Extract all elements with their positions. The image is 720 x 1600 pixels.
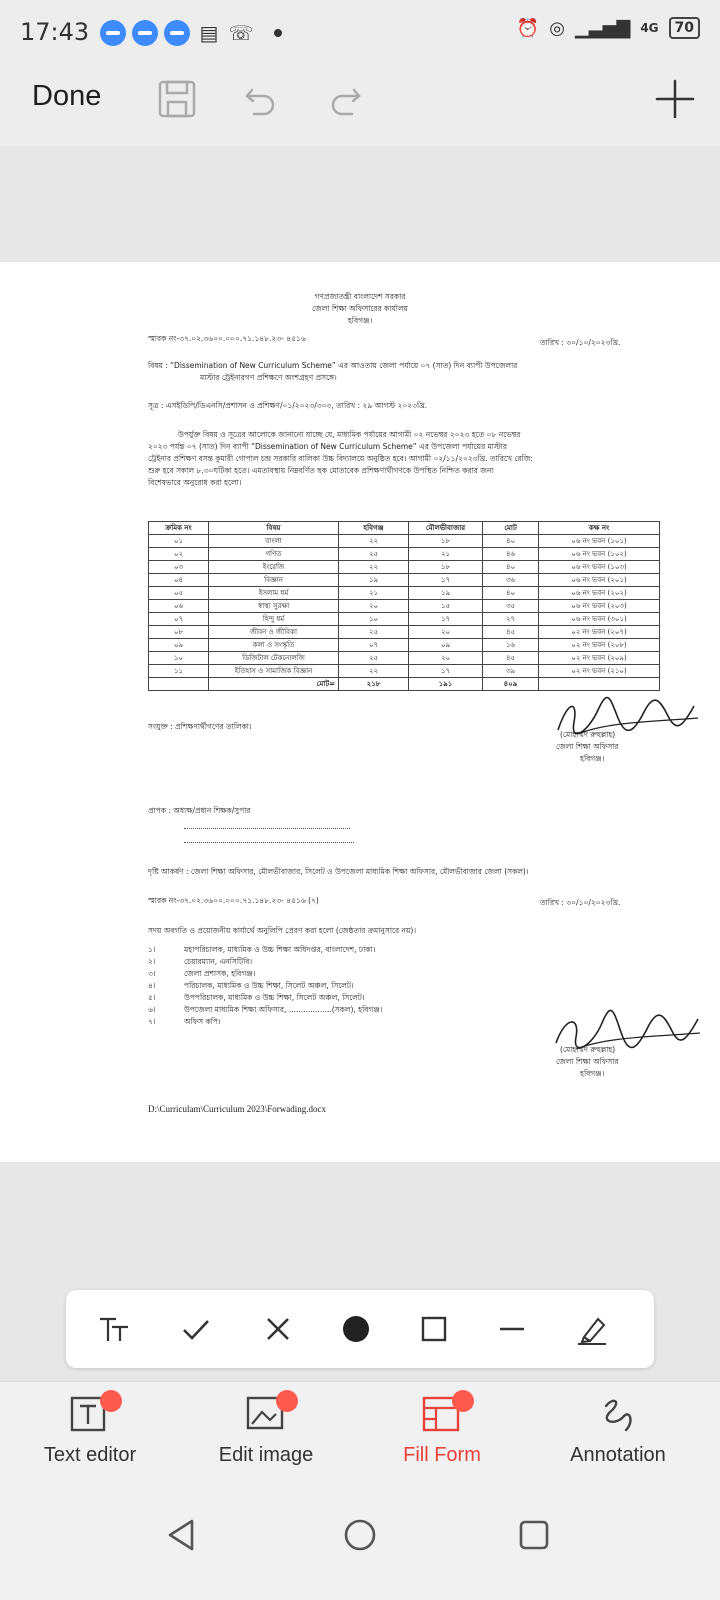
body-line-1: উপর্যুক্ত বিষয় ও সূত্রের আলোকে জানানো যাচ্ছে যে, মাধ্যমিক পর্যায়ের আগামী ০২ নভেম্বর ২০২৩ হতে ০৮ নভেম্বর: [178, 430, 521, 439]
table-cell: ১৫: [409, 600, 483, 613]
table-cell: ১৭: [409, 665, 483, 678]
table-header: ক্রমিক নং: [149, 522, 209, 535]
table-cell: ১০: [149, 652, 209, 665]
cc-number: ৫।: [148, 993, 156, 1002]
table-cell: ১৭: [409, 613, 483, 626]
table-row: [149, 626, 660, 639]
blank-line: [184, 842, 354, 843]
table-cell: ৪৬: [483, 548, 539, 561]
table-cell: ০৬: [149, 600, 209, 613]
memo-number-2: স্মারক নং-৩৭.০২.৩৬০০.০০০.৭১.১৪৮.২৩- ৪৫১৬ (৭): [148, 896, 319, 905]
table-cell: ২০: [339, 600, 409, 613]
cc-number: ১।: [148, 945, 156, 954]
reference: সূত্র : এসইডিপি/ডিএনসি/প্রশাসন ও প্রশিক্ষণ/০১/২০২৩/৩০৩, তারিখ : ২৯ আগস্ট ২০২৩খ্রি.: [148, 401, 428, 410]
table-header-row: [149, 522, 660, 535]
attention-line: দৃষ্টি আকর্ষণ : জেলা শিক্ষা অফিসার, মৌলভীবাজার, সিলেট ও উপজেলা মাধ্যমিক শিক্ষা অফিসার, মৌলভীবাজার জেলা (সকল)।: [148, 867, 529, 876]
edit-image-button[interactable]: [178, 1392, 354, 1482]
table-cell: ২২: [339, 535, 409, 548]
annotation-toolbar: [66, 1290, 654, 1368]
table-cell: ৪০: [483, 561, 539, 574]
signal-icon: ▁▃▅▇: [574, 17, 631, 39]
premium-crown-icon: [100, 1390, 122, 1412]
table-total-label: মোট=: [209, 678, 339, 691]
home-icon[interactable]: [338, 1513, 382, 1557]
document-notification-icon: ▤: [199, 21, 219, 45]
table-cell: ১৭: [409, 574, 483, 587]
cc-item: উপজেলা মাধ্যমিক শিক্ষা অফিসার, ..................(সকল), হবিগঞ্জ।: [184, 1005, 383, 1014]
subject-line-2: মাস্টার ট্রেইনারগণ প্রশিক্ষণে অংশগ্রহণ প্রসঙ্গে।: [200, 373, 337, 382]
attachment-note: সংযুক্ত : প্রশিক্ষণার্থীগণের তালিকা।: [148, 722, 252, 731]
back-icon[interactable]: [160, 1513, 204, 1557]
table-cell: ০২ নং ভবন (২০৭): [539, 626, 660, 639]
recents-icon[interactable]: [512, 1513, 556, 1557]
cc-number: ৬।: [148, 1005, 156, 1014]
table-cell: স্বাস্থ্য সুরক্ষা: [209, 600, 339, 613]
table-cell: বিজ্ঞান: [209, 574, 339, 587]
table-cell: জীবন ও জীবিকা: [209, 626, 339, 639]
table-cell: [539, 678, 660, 691]
table-cell: ০২ নং ভবন (২১০): [539, 665, 660, 678]
recipient: প্রাপক : অধ্যক্ষ/প্রধান শিক্ষক/সুপার: [148, 806, 251, 815]
table-cell: ২৫: [339, 626, 409, 639]
network-type: 4G: [640, 21, 659, 35]
memo-date-2: তারিখ : ৩০/১০/২০২৩খ্রি.: [540, 898, 621, 907]
table-cell: ২০: [409, 626, 483, 639]
table-cell: ০২: [149, 548, 209, 561]
status-bar: [0, 0, 720, 66]
editor-header: [0, 66, 720, 146]
document-page[interactable]: [0, 262, 720, 1162]
cc-number: ৩।: [148, 969, 156, 978]
table-cell: ০৭: [339, 639, 409, 652]
table-cell: ০৩: [149, 561, 209, 574]
table-header: মৌলভীবাজার: [409, 522, 483, 535]
table-row: [149, 548, 660, 561]
table-total-row: [149, 678, 660, 691]
signatory-name-2: (মোহাম্মদ রুহুল্লাহ): [560, 1045, 616, 1054]
table-cell: ৪৫: [483, 626, 539, 639]
table-row: [149, 574, 660, 587]
table-row: [149, 587, 660, 600]
redo-icon[interactable]: [322, 76, 368, 122]
table-cell: ০৪: [149, 574, 209, 587]
save-icon[interactable]: [154, 76, 200, 122]
undo-icon[interactable]: [238, 76, 284, 122]
table-cell: ৪০: [483, 587, 539, 600]
table-cell: ২২: [339, 561, 409, 574]
table-cell: ইংরেজি: [209, 561, 339, 574]
signatory-title-2: জেলা শিক্ষা অফিসার: [556, 1057, 619, 1066]
table-cell: ০৬ নং ভবন (২০১): [539, 574, 660, 587]
fill-form-label: Fill Form: [403, 1444, 481, 1466]
signatory-name: (মোহাম্মদ রুহুল্লাহ): [560, 730, 616, 739]
table-header: বিষয়: [209, 522, 339, 535]
body-line-3: ট্রেইনার প্রশিক্ষণ বসন্ত কুমারী গোপাল চন্দ্র সরকারি বালিকা উচ্চ বিদ্যালয়ে অনুষ্ঠিত হবে। আগামী ০২/১১/২০২৩খ্রি. তারিখে রেজি:: [148, 454, 533, 463]
table-cell: ০৬ নং ভবন (২০৩): [539, 600, 660, 613]
body-line-5: বিশেষভাবে অনুরোধ করা হলো।: [148, 478, 242, 487]
hotspot-icon: ◎: [549, 17, 565, 39]
table-cell: ইসলাম ধর্ম: [209, 587, 339, 600]
table-row: [149, 600, 660, 613]
cc-item: পরিচালক, মাধ্যমিক ও উচ্চ শিক্ষা, সিলেট অঞ্চল, সিলেট।: [184, 981, 354, 990]
table-header: হবিগঞ্জ: [339, 522, 409, 535]
table-cell: ১৮: [409, 561, 483, 574]
cc-number: ২।: [148, 957, 156, 966]
table-cell: হিন্দু ধর্ম: [209, 613, 339, 626]
table-cell: ৩৯: [483, 665, 539, 678]
table-cell: ০২ নং ভবন (২০৯): [539, 652, 660, 665]
signatory-place: হবিগঞ্জ।: [580, 754, 605, 763]
body-line-4: শুরু হবে সকাল ৮.৩০ঘটিকা হতে। এমতাবস্থায় নিম্নবর্ণিত ছক মোতাবেক প্রশিক্ষণার্থীগণকে উপস্থিত নিশ্চিত করার জন্য: [148, 466, 494, 475]
table-cell: ২৭: [483, 613, 539, 626]
table-cell: ০৫: [149, 587, 209, 600]
table-cell: ০৮: [149, 626, 209, 639]
table-row: [149, 561, 660, 574]
text-editor-button[interactable]: [2, 1392, 178, 1482]
table-cell: ডিজিটাল টেকনোলজি: [209, 652, 339, 665]
table-total-value: ২১৮: [339, 678, 409, 691]
table-cell: ০৬ নং ভবন (১০৩): [539, 561, 660, 574]
cc-item: মহাপরিচালক, মাধ্যমিক ও উচ্চ শিক্ষা অধিদপ্তর, বাংলাদেশ, ঢাকা।: [184, 945, 376, 954]
done-button[interactable]: Done: [32, 80, 102, 112]
chat-bubble-icon: [132, 20, 158, 46]
signatory-title: জেলা শিক্ষা অফিসার: [556, 742, 619, 751]
body-line-2: ২০২৩ পর্যন্ত ০৭ (সাত) দিন ব্যাপী “Dissemination of New Curriculum Scheme” এর উপজেলা পর্যায়ের মাস্টার: [148, 442, 508, 451]
table-cell: ২৫: [339, 548, 409, 561]
table-row: [149, 535, 660, 548]
table-cell: ০৬ নং ভবন (৩০১): [539, 613, 660, 626]
subject-line-1: বিষয় : “Dissemination of New Curriculum Scheme” এর আওতায় জেলা পর্যায়ে ০৭ (সাত) দিন ব্যাপী উপজেলার: [148, 361, 518, 370]
org-line-1: গণপ্রজাতন্ত্রী বাংলাদেশ সরকার: [314, 292, 406, 301]
document-viewer[interactable]: [0, 146, 720, 1391]
annotation-icon: [596, 1392, 640, 1436]
table-cell: ৩৬: [483, 574, 539, 587]
table-row: [149, 613, 660, 626]
table-cell: ০২ নং ভবন (২০৮): [539, 639, 660, 652]
memo-number: স্মারক নং-৩৭.০২.৩৬০০.০০০.৭১.১৪৮.২৩- ৪৫১৬: [148, 334, 306, 343]
signature-icon[interactable]: [570, 1307, 614, 1351]
cc-item: চেয়ারম্যান, এনসিটিবি।: [184, 957, 253, 966]
system-icons: [517, 17, 700, 39]
table-cell: ২৫: [339, 652, 409, 665]
line-icon[interactable]: [490, 1307, 534, 1351]
table-cell: ০৬ নং ভবন (১০২): [539, 548, 660, 561]
table-cell: ০৯: [149, 639, 209, 652]
status-time: 17:43: [20, 18, 90, 46]
table-cell: ০৬ নং ভবন (২০২): [539, 587, 660, 600]
table-cell: ০১: [149, 535, 209, 548]
system-nav-bar: [0, 1483, 720, 1600]
org-line-2: জেলা শিক্ষা অফিসারের কার্যালয়: [312, 304, 408, 313]
table-cell: ৪০: [483, 535, 539, 548]
action-bar: [0, 1381, 720, 1483]
org-line-3: হবিগঞ্জ।: [347, 316, 373, 325]
table-cell: ১৯: [409, 587, 483, 600]
table-cell: কলা ও সংস্কৃতি: [209, 639, 339, 652]
table-cell: ০৬ নং ভবন (১০১): [539, 535, 660, 548]
more-notifications-dot: [274, 29, 282, 37]
table-cell: ১১: [149, 665, 209, 678]
trainee-table: [148, 521, 660, 691]
notification-icons: [100, 20, 282, 46]
cc-number: ৭।: [148, 1017, 156, 1026]
table-cell: ২২: [339, 665, 409, 678]
cc-item: অফিস কপি।: [184, 1017, 221, 1026]
cc-intro: সদয় অবগতি ও প্রয়োজনীয় কার্যার্থে অনুলিপি প্রেরণ করা হলো (জেষ্ঠতার ক্রমানুসারে নয়)।: [148, 926, 417, 935]
table-header: কক্ষ নং: [539, 522, 660, 535]
cc-item: জেলা প্রশাসক, হবিগঞ্জ।: [184, 969, 256, 978]
table-row: [149, 639, 660, 652]
check-icon[interactable]: [174, 1307, 218, 1351]
edit-image-label: Edit image: [218, 1444, 314, 1466]
table-row: [149, 665, 660, 678]
table-cell: ৪৫: [483, 652, 539, 665]
table-cell: ০৯: [409, 639, 483, 652]
plus-icon[interactable]: [652, 76, 698, 122]
fill-form-button[interactable]: [354, 1392, 530, 1482]
table-cell: ইতিহাস ও সামাজিক বিজ্ঞান: [209, 665, 339, 678]
table-cell: ০৭: [149, 613, 209, 626]
table-cell: [149, 678, 209, 691]
rectangle-icon[interactable]: [412, 1307, 456, 1351]
table-total-value: ৪০৯: [483, 678, 539, 691]
annotation-button[interactable]: [530, 1392, 706, 1482]
table-cell: ১৬: [483, 639, 539, 652]
table-header: মোট: [483, 522, 539, 535]
table-cell: ১০: [339, 613, 409, 626]
chat-bubble-icon: [164, 20, 190, 46]
blank-line: [184, 828, 350, 829]
table-cell: ১৮: [409, 535, 483, 548]
premium-crown-icon: [452, 1390, 474, 1412]
signatory-place-2: হবিগঞ্জ।: [580, 1069, 605, 1078]
missed-call-icon: ☏: [228, 21, 254, 45]
dot-icon[interactable]: [334, 1307, 378, 1351]
table-cell: ২১: [409, 548, 483, 561]
cross-icon[interactable]: [256, 1307, 300, 1351]
alarm-icon: ⏰: [516, 17, 540, 39]
table-cell: ১৯: [339, 574, 409, 587]
text-size-icon[interactable]: [92, 1307, 136, 1351]
premium-crown-icon: [276, 1390, 298, 1412]
text-editor-label: Text editor: [43, 1444, 137, 1466]
battery-icon: 70: [669, 17, 700, 39]
chat-bubble-icon: [100, 20, 126, 46]
table-cell: গণিত: [209, 548, 339, 561]
table-cell: বাংলা: [209, 535, 339, 548]
cc-number: ৪।: [148, 981, 156, 990]
table-cell: ২১: [339, 587, 409, 600]
table-total-value: ১৯১: [409, 678, 483, 691]
table-cell: ৩৫: [483, 600, 539, 613]
memo-date: তারিখ : ৩০/১০/২০২৩খ্রি.: [540, 338, 621, 347]
table-row: [149, 652, 660, 665]
file-path: D:\Curriculam\Curriculum 2023\Forwading.docx: [148, 1104, 326, 1114]
table-cell: ২০: [409, 652, 483, 665]
cc-item: উপপরিচালক, মাধ্যমিক ও উচ্চ শিক্ষা, সিলেট অঞ্চল, সিলেট।: [184, 993, 365, 1002]
annotation-label: Annotation: [570, 1444, 666, 1466]
